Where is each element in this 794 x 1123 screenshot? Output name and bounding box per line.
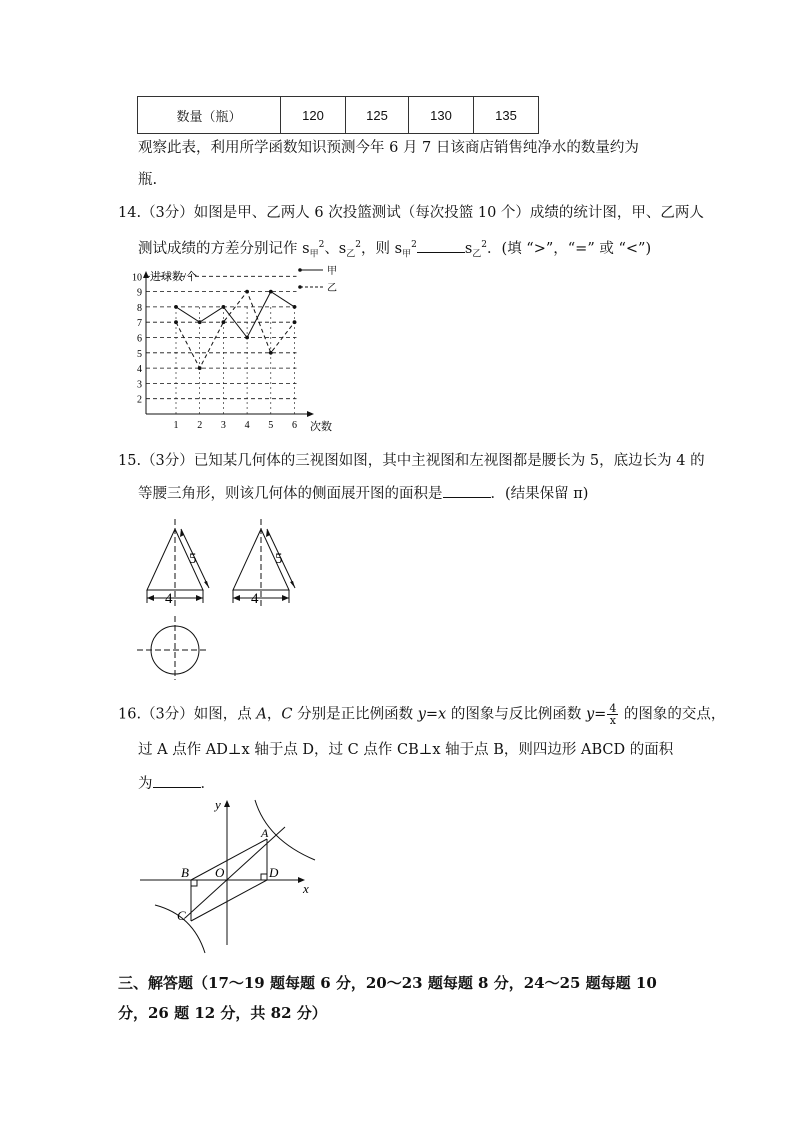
data-point [222,320,226,324]
table-cell: 135 [474,97,539,134]
x-tick-label: 6 [292,420,297,431]
y-axis-label: 进球数/个 [150,271,198,283]
right-angle-B [191,880,197,886]
q15-text: ．(结果保留 π) [490,486,589,502]
q14-text: s [464,240,473,257]
q16-text: 分别是正比例函数 [292,706,418,723]
question-number: 16. [118,706,142,723]
q15-line1 [118,451,705,471]
superscript-2: 2 [481,240,488,250]
q16-line2: 过 A 点作 AD⊥x 轴于点 D，过 C 点作 CB⊥x 轴于点 B，则四边形 ABCD 的面积 [138,742,674,758]
equation-direct: y=x [417,706,447,723]
base-label: 4 [165,591,173,607]
segment-AB [191,839,267,880]
label-O: O [215,865,225,880]
table-row [138,97,539,134]
data-point [293,320,297,324]
section-title: 三、解答题（17～19 题每题 6 分，20～23 题每题 8 分，24～25 题每题 10 分，26 题 12 分，共 82 分） [118,974,657,1022]
x-axis-label: 次数 [310,421,332,433]
q16-text: 的图象与反比例函数 [446,706,586,723]
data-point [269,351,273,355]
x-axis-label: x [303,881,309,896]
y-tick-label: 10 [132,272,142,284]
point-C: C [281,706,293,723]
data-point [174,320,178,324]
top-view [137,616,207,680]
legend-marker-yi [298,285,302,289]
q13-text-line1: 观察此表，利用所学函数知识预测今年 6 月 7 日该商店销售纯净水的数量约为 [138,140,639,156]
sales-quantity-table [137,96,539,134]
subscript-yi: 乙 [472,249,482,260]
answer-blank[interactable] [443,483,491,498]
y-tick-label: 5 [137,348,142,360]
slant-label: 5 [189,551,197,567]
y-tick-label: 4 [137,364,142,376]
legend-marker-jia [298,268,302,272]
q15-line2 [138,483,588,504]
x-tick-label: 4 [244,420,250,431]
label-A: A [261,826,269,840]
answer-blank[interactable] [417,238,465,253]
equation-inverse: y= [585,706,607,723]
subscript-jia: 甲 [309,249,319,260]
fraction-denominator: x [609,714,616,727]
x-tick-label: 3 [220,420,226,431]
superscript-2: 2 [411,240,417,250]
q13-text-line2: 瓶. [138,172,158,188]
question-score: （3分） [141,453,194,469]
q14-line2 [138,235,651,265]
q14-line1 [118,203,704,223]
data-point [198,366,202,370]
series-line-jia [176,292,295,338]
q14-text: ，则 s [361,240,403,257]
basketball-score-line-chart [130,262,350,437]
y-axis-arrow [143,271,149,278]
q14-text: ．(填 “>”，“=” 或 “<”) [487,240,652,257]
legend-label-jia: 甲 [327,266,337,277]
data-point [174,305,178,309]
y-tick-label: 8 [137,302,142,314]
superscript-2: 2 [318,240,325,250]
q16-line1 [118,703,725,726]
y-tick-label: 3 [137,379,142,391]
series-line-yi [176,292,295,369]
label-B: B [181,865,189,880]
q16-text: ． [200,776,215,792]
answer-blank[interactable] [153,773,201,788]
y-tick-label: 7 [137,318,142,330]
data-point [245,290,249,294]
function-graph-figure [135,795,325,955]
q14-text: 测试成绩的方差分别记作 s [138,240,310,257]
question-text: 如图是甲、乙两人 6 次投篮测试（每次投篮 10 个）成绩的统计图，甲、乙两人 [193,205,704,221]
y-axis-label: y [215,797,221,812]
q16-line3 [138,773,215,794]
label-C: C [177,908,186,923]
question-text: 已知某几何体的三视图如图，其中主视图和左视图都是腰长为 5，底边长为 4 的 [193,453,705,469]
label-D: D [269,865,279,880]
legend-label-yi: 乙 [327,283,337,294]
table-cell: 125 [346,97,409,134]
subscript-jia: 甲 [402,249,412,260]
right-angle-D [261,874,267,880]
side-view [233,519,295,609]
legend [298,265,337,294]
data-point [198,320,202,324]
table-cell: 120 [281,97,346,134]
q15-text: 等腰三角形，则该几何体的侧面展开图的面积是 [138,486,443,502]
table-cell: 130 [409,97,474,134]
q16-text: 如图，点 [193,706,257,723]
segment-CD [191,880,267,921]
fraction [607,703,618,726]
question-number: 14. [118,205,142,221]
fraction-numerator: 4 [609,702,617,715]
y-tick-label: 9 [137,287,142,299]
data-point [245,336,249,340]
x-tick-label: 5 [268,420,274,431]
x-axis-arrow [307,411,314,417]
data-point [293,305,297,309]
question-score: （3分） [141,205,194,221]
q14-text: 、s [324,240,347,257]
q16-text: ， [266,706,282,723]
x-tick-label: 1 [173,420,179,431]
slant-label: 5 [275,551,283,567]
y-tick-label: 2 [137,394,142,406]
superscript-2: 2 [355,240,362,250]
data-point [222,305,226,309]
question-score: （3分） [141,706,194,723]
base-label: 4 [251,591,259,607]
front-view [147,519,209,609]
y-tick-label: 6 [137,333,142,345]
three-view-diagram [135,515,305,685]
q16-text: 的图象的交点， [619,706,726,723]
y-axis-arrow [224,800,230,807]
x-tick-label: 2 [197,420,203,431]
question-number: 15. [118,453,142,469]
data-point [269,290,273,294]
table-header-cell: 数量（瓶） [138,97,281,134]
point-A: A [256,706,267,723]
q16-text: 为 [138,776,153,792]
subscript-yi: 乙 [346,249,356,260]
